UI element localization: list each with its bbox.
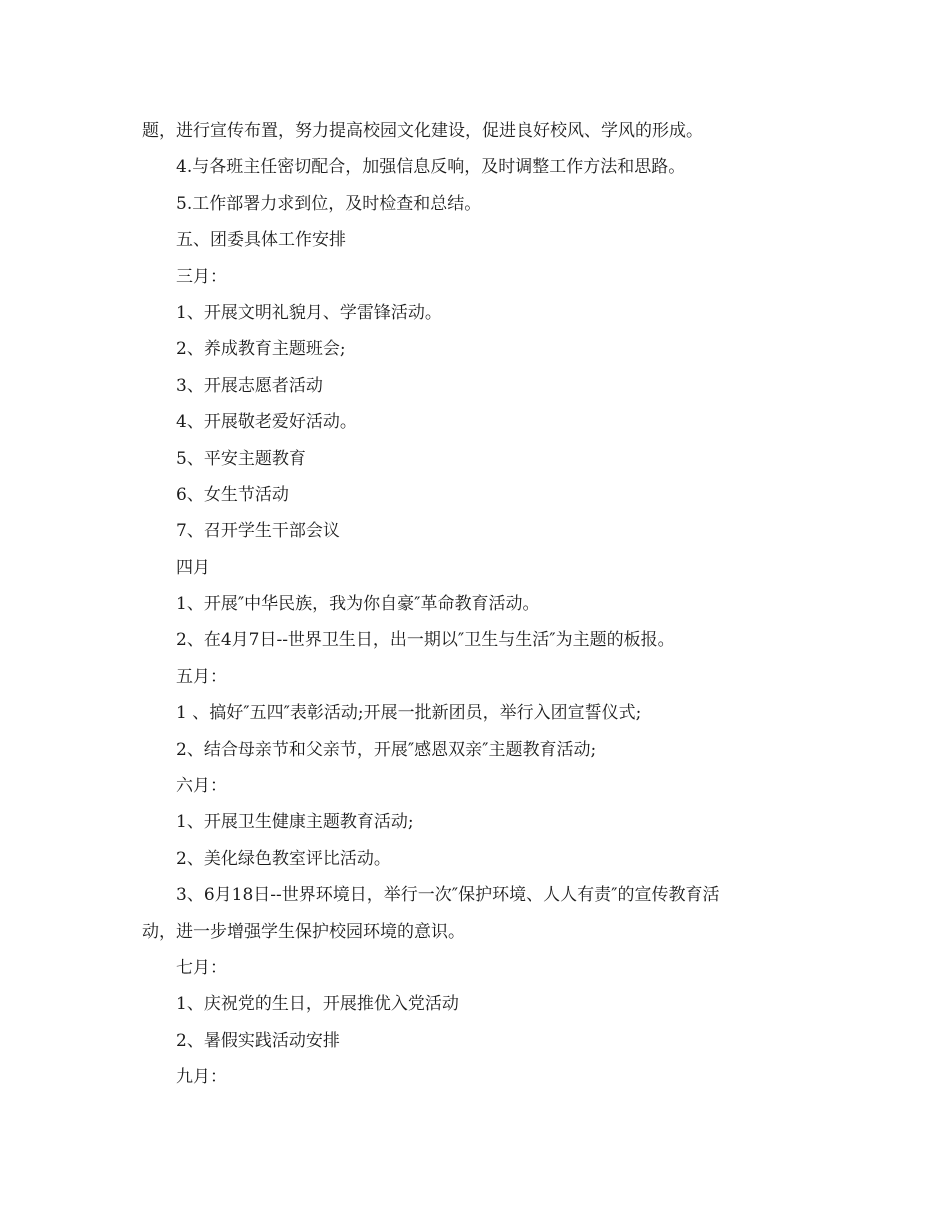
month-heading-june: 六月： <box>176 776 227 797</box>
paragraph-item-5: 5.工作部署力求到位，及时检查和总结。 <box>176 193 482 214</box>
list-item: 3、开展志愿者活动 <box>176 375 323 396</box>
list-item: 1、庆祝党的生日，开展推优入党活动 <box>176 994 459 1015</box>
list-item: 5、平安主题教育 <box>176 448 306 469</box>
paragraph-item-4: 4.与各班主任密切配合，加强信息反响，及时调整工作方法和思路。 <box>176 157 686 178</box>
list-item: 6、女生节活动 <box>176 484 289 505</box>
paragraph-continuation: 题，进行宣传布置，努力提高校园文化建设，促进良好校风、学风的形成。 <box>142 121 703 141</box>
list-item: 1、开展卫生健康主题教育活动; <box>176 812 414 833</box>
list-item: 2、暑假实践活动安排 <box>176 1030 340 1051</box>
month-heading-july: 七月： <box>176 957 227 978</box>
list-item: 2、在4月7日--世界卫生日，出一期以″卫生与生活″为主题的板报。 <box>176 630 675 651</box>
list-item-continuation: 动，进一步增强学生保护校园环境的意识。 <box>142 921 465 942</box>
list-item: 7、召开学生干部会议 <box>176 521 340 542</box>
list-item: 4、开展敬老爱好活动。 <box>176 412 357 433</box>
document-body <box>142 113 812 1096</box>
list-item: 3、6月18日--世界环境日，举行一次″保护环境、人人有责″的宣传教育活 <box>176 885 720 906</box>
list-item: 2、美化绿色教室评比活动。 <box>176 848 391 869</box>
month-heading-march: 三月： <box>176 266 227 287</box>
list-item: 2、结合母亲节和父亲节，开展″感恩双亲″主题教育活动; <box>176 739 597 760</box>
list-item: 1 、搞好″五四″表彰活动;开展一批新团员，举行入团宣誓仪式; <box>176 703 642 724</box>
list-item: 1、开展″中华民族，我为你自豪″革命教育活动。 <box>176 594 540 615</box>
month-heading-september: 九月： <box>176 1067 227 1088</box>
list-item: 2、养成教育主题班会; <box>176 339 346 360</box>
section-heading: 五、团委具体工作安排 <box>176 230 346 251</box>
month-heading-may: 五月： <box>176 666 227 687</box>
list-item: 1、开展文明礼貌月、学雷锋活动。 <box>176 302 442 323</box>
month-heading-april: 四月 <box>176 557 210 578</box>
